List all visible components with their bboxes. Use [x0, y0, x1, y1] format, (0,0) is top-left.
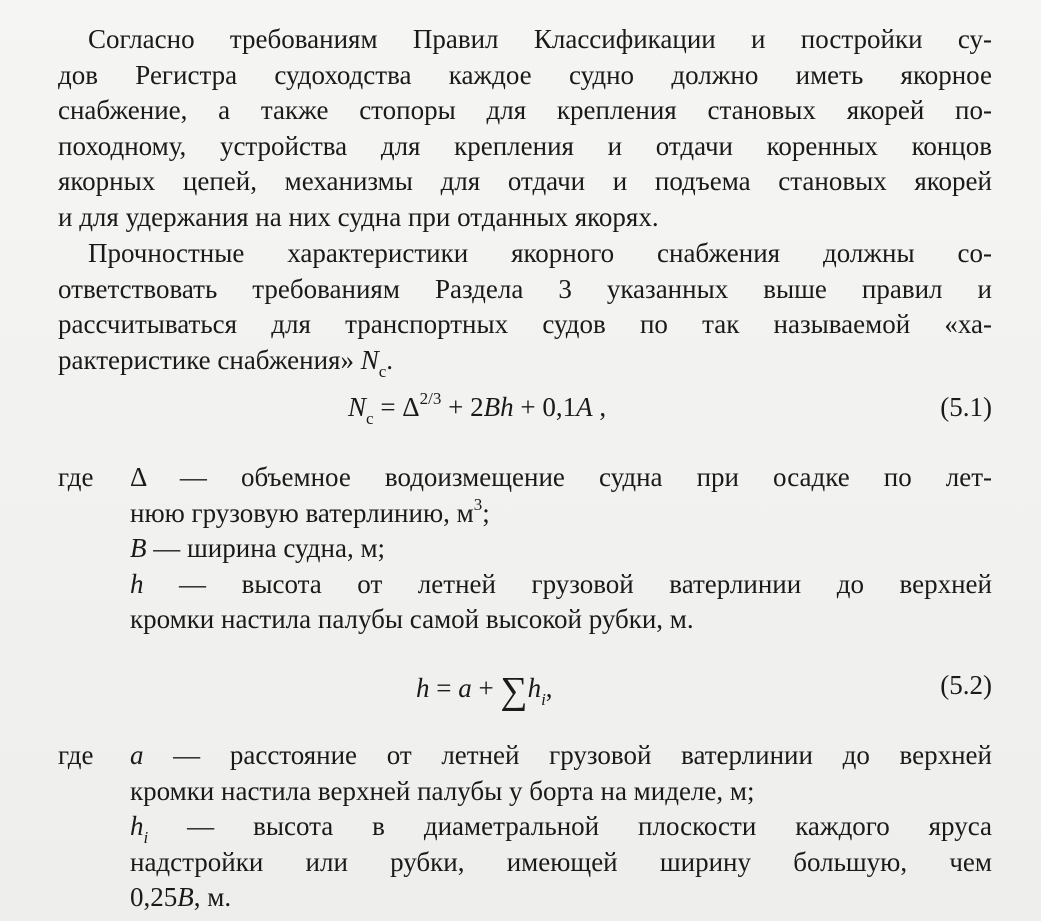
paragraph-2-line: рассчитываться для транспортных судов по так называемой «ха- — [58, 309, 992, 339]
symbol-b: B — [177, 882, 194, 912]
formula-text: = — [429, 673, 459, 703]
definition-text: — расстояние от летней грузовой ватерлинии до верхней — [143, 740, 992, 770]
definition-text: нюю грузовую ватерлинию, м — [130, 497, 474, 528]
definition-delta-line — [130, 496, 992, 532]
subscript-c: c — [378, 361, 387, 381]
formula-text: + — [471, 673, 501, 703]
paragraph-2-line: ответствовать требованиям Раздела 3 указанных выше правил и — [58, 273, 992, 304]
formula-5-1 — [58, 390, 992, 430]
paragraph-1-line: походному, устройства для крепления и отдачи коренных концов — [58, 130, 992, 161]
definition-a-line: кромки настила верхней палубы у борта на миделе, м; — [130, 775, 755, 806]
paragraph-2-line — [58, 343, 992, 379]
where-label: где — [58, 740, 94, 770]
equation-number: (5.2) — [940, 670, 992, 700]
definition-b-line — [130, 531, 992, 567]
paragraph-1-line: и для удержания на них судна при отданных якорях. — [58, 201, 659, 232]
formula-text: , — [592, 392, 607, 422]
symbol-h: h — [130, 568, 144, 599]
definition-text: ; — [482, 497, 490, 528]
superscript: 3 — [473, 494, 483, 514]
symbol-a: a — [130, 740, 144, 770]
symbol-n: N — [360, 344, 379, 375]
symbol-h: h — [130, 811, 144, 841]
formula-subscript: c — [366, 409, 374, 429]
formula-symbol: A — [576, 392, 593, 422]
sum-symbol: ∑ — [500, 670, 528, 712]
formula-symbol: a — [458, 673, 472, 703]
definition-hi-line — [130, 809, 992, 848]
formula-text: + 2 — [441, 392, 484, 422]
formula-symbol: h — [416, 673, 430, 703]
formula-exponent: 2/3 — [419, 389, 442, 408]
definition-text: — ширина судна, м; — [146, 533, 386, 563]
where-definitions — [130, 460, 992, 638]
paragraph-2 — [58, 236, 992, 381]
formula-subscript: i — [541, 690, 546, 710]
definition-text: — высота от летней грузовой ватерлинии до верхней — [143, 568, 992, 599]
definition-delta-line: Δ — объемное водоизмещение судна при осадке по лет- — [130, 462, 992, 492]
paragraph-1-line: якорных цепей, механизмы для отдачи и подъема становых якорей — [58, 166, 992, 196]
definition-hi-line: надстройки или рубки, имеющей ширину большую, чем — [130, 846, 992, 877]
paragraph-1-line: Согласно требованиям Правил Классификации и постройки су- — [88, 24, 992, 54]
where-label: где — [58, 462, 94, 492]
paragraph-2-last-text: рактеристике снабжения» — [58, 344, 354, 375]
formula-5-1-expression — [348, 389, 607, 429]
formula-symbol: h — [527, 673, 542, 703]
paragraph-1-line: снабжение, а также стопоры для крепления становых якорей по- — [58, 95, 992, 125]
formula-text: + 0,1 — [513, 392, 577, 422]
formula-symbol: N — [348, 392, 367, 422]
formula-symbol: Bh — [483, 392, 514, 422]
definition-a-line — [130, 738, 992, 774]
definition-h-line — [130, 567, 992, 603]
formula-5-2 — [58, 668, 992, 712]
paragraph-1 — [58, 22, 992, 235]
paragraph-1-line: дов Регистра судоходства каждое судно должно иметь якорное — [58, 59, 992, 90]
where-definitions — [130, 738, 992, 916]
formula-5-2-expression — [416, 668, 553, 712]
where-block-1 — [58, 460, 992, 640]
definition-text: , м. — [193, 882, 232, 912]
where-block-2 — [58, 738, 992, 918]
definition-text: — высота в диаметральной плоскости каждого яруса — [148, 811, 992, 841]
paragraph-2-line: Прочностные характеристики якорного снабжения должны со- — [88, 238, 992, 268]
definition-text: 0,25 — [130, 882, 178, 912]
formula-text: = Δ — [373, 392, 420, 422]
formula-text: , — [545, 673, 553, 703]
subscript-i: i — [143, 828, 149, 848]
equation-number: (5.1) — [940, 392, 992, 422]
definition-h-line: кромки настила палубы самой высокой рубки, м. — [130, 604, 694, 634]
definition-hi-line — [130, 880, 992, 916]
symbol-b: B — [130, 533, 147, 563]
paragraph-2-end: . — [386, 344, 394, 375]
